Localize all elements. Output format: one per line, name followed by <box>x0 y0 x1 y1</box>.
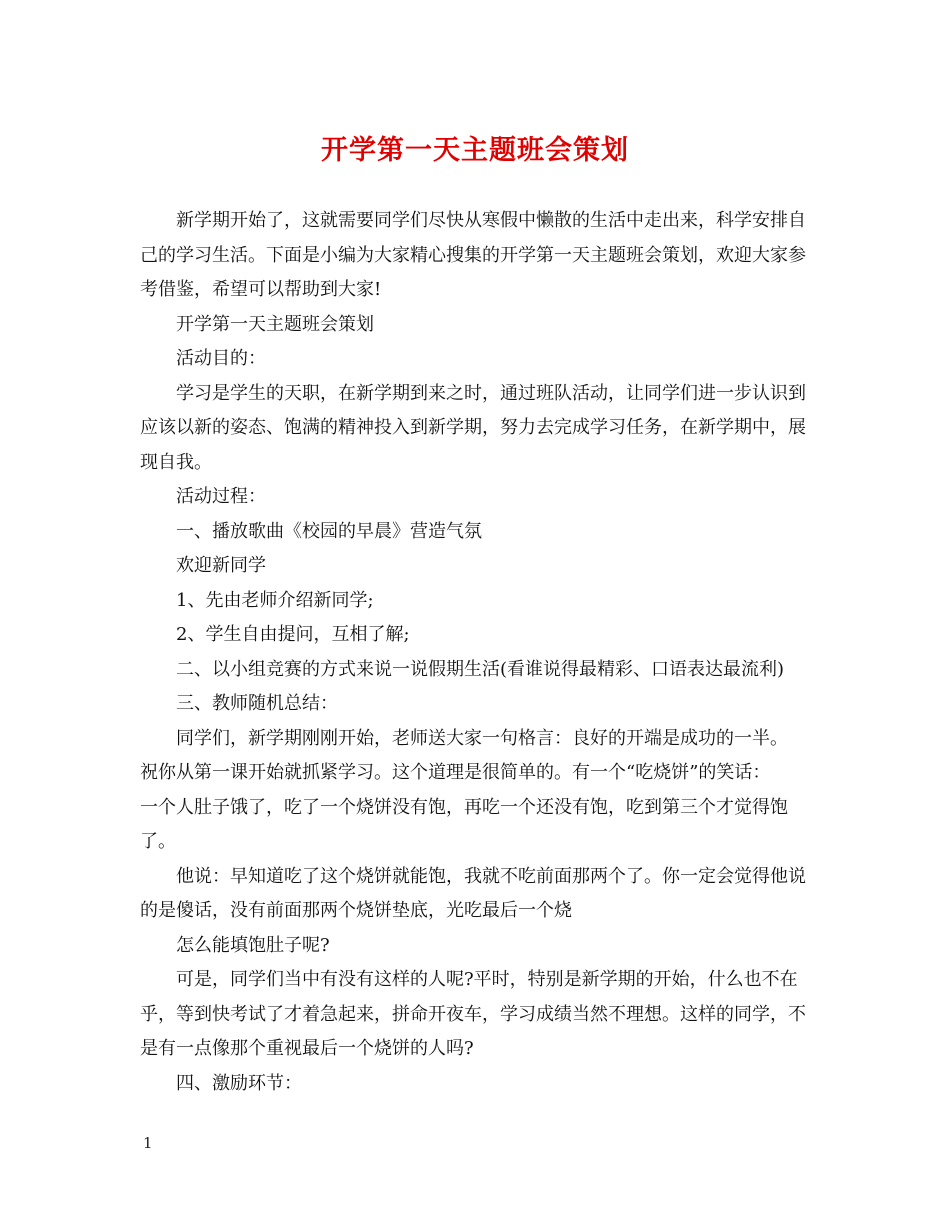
paragraph-summary-4: 他说：早知道吃了这个烧饼就能饱，我就不吃前面那两个了。你一定会觉得他说的是傻话，没有前面那两个烧饼垫底，光吃最后一个烧 <box>140 865 806 921</box>
paragraph-step-3: 三、教师随机总结： <box>176 693 338 714</box>
paragraph-subtitle: 开学第一天主题班会策划 <box>176 313 374 335</box>
paragraph-summary-5: 怎么能填饱肚子呢? <box>176 934 330 956</box>
paragraph-summary-1: 同学们，新学期刚刚开始，老师送大家一句格言：良好的开端是成功的一半。 <box>176 727 788 749</box>
paragraph-heading-process: 活动过程： <box>176 486 266 507</box>
paragraph-welcome: 欢迎新同学 <box>176 555 266 576</box>
paragraph-summary-3: 一个人肚子饿了，吃了一个烧饼没有饱，再吃一个还没有饱，吃到第三个才觉得饱了。 <box>140 796 788 852</box>
paragraph-intro: 新学期开始了，这就需要同学们尽快从寒假中懒散的生活中走出来，科学安排自己的学习生活。下面是小编为大家精心搜集的开学第一天主题班会策划，欢迎大家参考借鉴，希望可以帮助到大家! <box>140 210 806 300</box>
paragraph-step-4: 四、激励环节： <box>176 1072 302 1094</box>
paragraph-purpose: 学习是学生的天职，在新学期到来之时，通过班队活动，让同学们进一步认识到应该以新的姿态、饱满的精神投入到新学期，努力去完成学习任务，在新学期中，展现自我。 <box>140 382 806 473</box>
paragraph-heading-purpose: 活动目的： <box>176 348 266 369</box>
paragraph-summary-2: 祝你从第一课开始就抓紧学习。这个道理是很简单的。有一个“吃烧饼”的笑话： <box>140 762 771 783</box>
paragraph-step-2: 二、以小组竞赛的方式来说一说假期生活(看谁说得最精彩、口语表达最流利) <box>176 658 785 680</box>
paragraph-item-2: 2、学生自由提问，互相了解; <box>176 624 410 645</box>
paragraph-summary-6: 可是，同学们当中有没有这样的人呢?平时，特别是新学期的开始，什么也不在乎，等到快考试了才着急起来，拼命开夜车，学习成绩当然不理想。这样的同学，不是有一点像那个重视最后一个烧饼的人吗? <box>140 969 806 1059</box>
paragraph-item-1: 1、先由老师介绍新同学; <box>176 589 374 611</box>
page-number: 1 <box>143 1134 153 1152</box>
document-body <box>140 204 815 1101</box>
paragraph-step-1: 一、播放歌曲《校园的早晨》营造气氛 <box>176 520 482 542</box>
document-title: 开学第一天主题班会策划 <box>321 135 629 166</box>
